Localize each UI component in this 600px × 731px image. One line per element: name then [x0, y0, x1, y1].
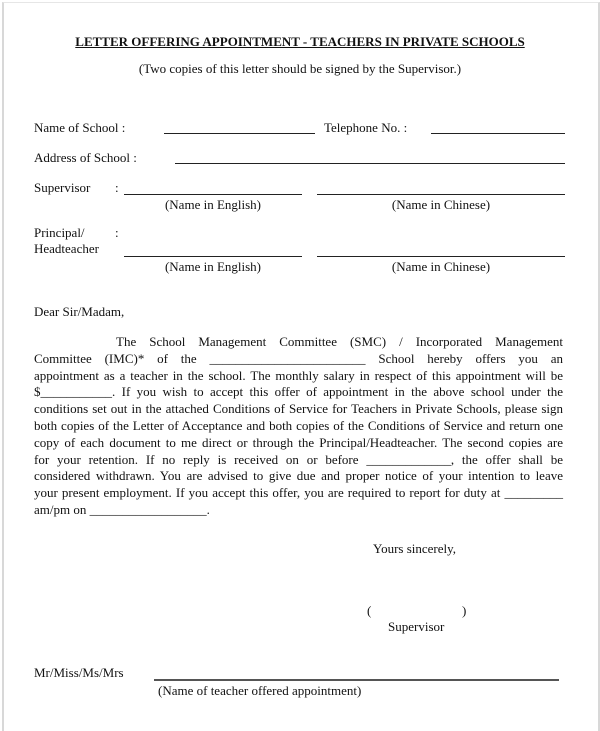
principal-colon: : — [115, 225, 119, 240]
supervisor-colon: : — [115, 180, 119, 195]
signature-open-paren: ( — [367, 603, 372, 618]
letter-body — [34, 334, 563, 519]
supervisor-signature-field[interactable] — [380, 617, 460, 618]
principal-english-name-field[interactable] — [124, 256, 302, 257]
teacher-name-caption: (Name of teacher offered appointment) — [158, 683, 362, 698]
telephone-field[interactable] — [431, 133, 565, 134]
letter-line: The School Management Committee (SMC) / Incorporated Management — [116, 334, 563, 349]
letter-line: your present employment. If you accept this offer, you are required to report for duty at _________ — [34, 485, 563, 501]
supervisor-english-caption: (Name in English) — [164, 197, 262, 212]
principal-label-line1: Principal/ — [34, 225, 85, 240]
school-name-label: Name of School : — [34, 120, 126, 135]
letter-line: conditions set out in the attached Conditions of Service for Teachers in Private Schools, please sign — [34, 401, 563, 417]
letter-line: appointment as a teacher in the school. The monthly salary in respect of this appointment will be — [34, 367, 563, 383]
supervisor-label: Supervisor — [34, 180, 91, 195]
address-label: Address of School : — [34, 150, 137, 165]
supervisor-chinese-name-field[interactable] — [317, 194, 565, 195]
closing: Yours sincerely, — [373, 541, 457, 556]
signature-close-paren: ) — [462, 603, 467, 618]
letter-line: both copies of the Letter of Acceptance and both copies of the Conditions of Service and return one — [34, 417, 563, 433]
telephone-label: Telephone No. : — [324, 120, 408, 135]
salutation: Dear Sir/Madam, — [34, 304, 125, 319]
signature-role: Supervisor — [388, 619, 445, 634]
letter-line: for your retention. If no reply is received on or before _____________, the offer shall be — [34, 451, 563, 467]
letter-line: $___________. If you wish to accept this offer of appointment in the above school under the — [34, 384, 563, 400]
document-subtitle: (Two copies of this letter should be signed by the Supervisor.) — [138, 61, 462, 76]
supervisor-english-name-field[interactable] — [124, 194, 302, 195]
address-field[interactable] — [175, 163, 565, 164]
supervisor-chinese-caption: (Name in Chinese) — [391, 197, 491, 212]
principal-label-line2: Headteacher — [34, 241, 99, 256]
letter-line: am/pm on __________________. — [34, 501, 210, 517]
document-title: LETTER OFFERING APPOINTMENT - TEACHERS IN PRIVATE SCHOOLS — [75, 34, 525, 49]
teacher-name-field[interactable] — [154, 679, 559, 681]
letter-line: considered withdrawn. You are advised to give due and proper notice of your intention to leave — [34, 468, 563, 484]
principal-chinese-name-field[interactable] — [317, 256, 565, 257]
principal-english-caption: (Name in English) — [164, 259, 262, 274]
letter-line: copy of each document to me direct or through the Principal/Headteacher. The second copies are — [34, 434, 563, 450]
principal-chinese-caption: (Name in Chinese) — [391, 259, 491, 274]
recipient-title-label: Mr/Miss/Ms/Mrs — [34, 665, 124, 680]
letter-line: Committee (IMC)* of the ________________________ School hereby offers you an — [34, 350, 563, 366]
school-name-field[interactable] — [164, 133, 315, 134]
